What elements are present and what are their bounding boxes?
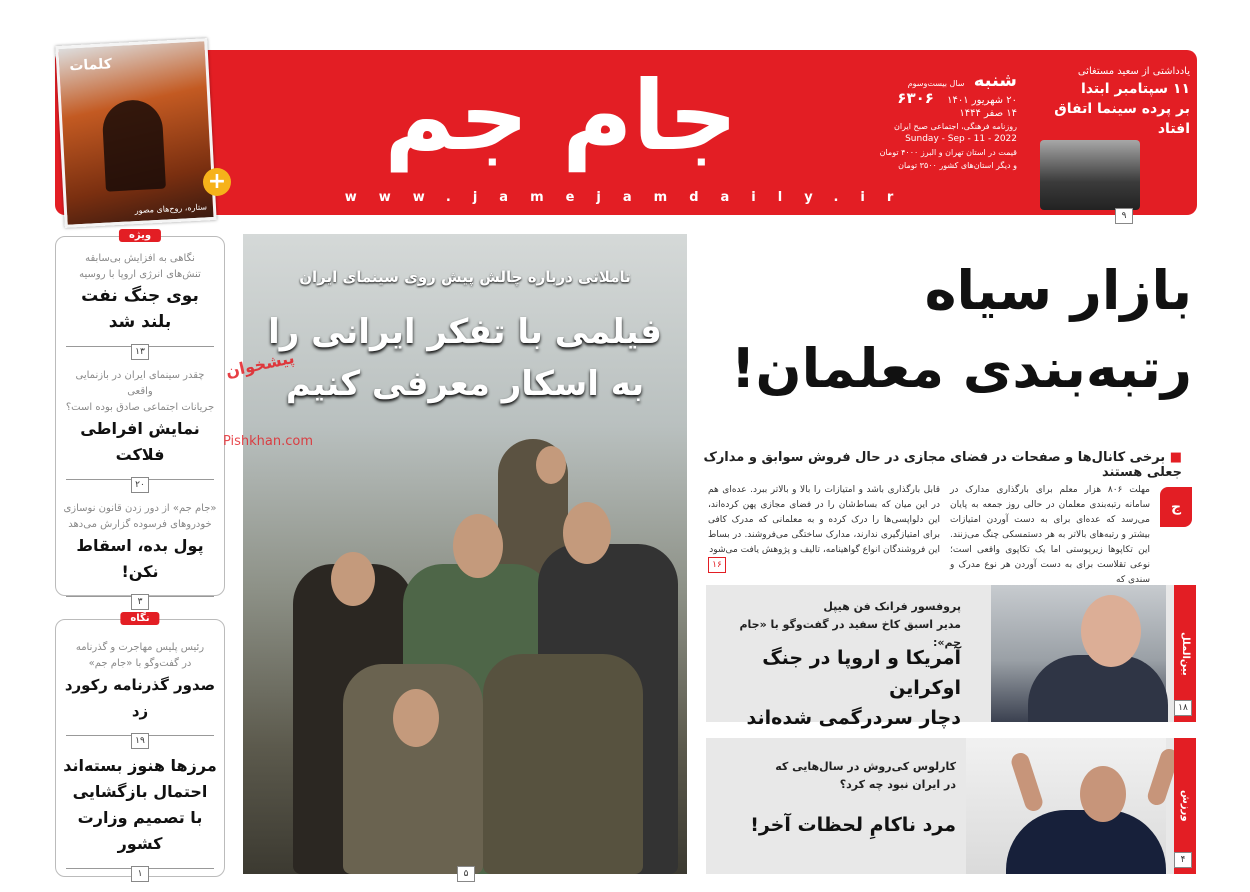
issue-info bbox=[867, 70, 1017, 185]
top-teaser-kicker: یادداشتی از سعید مستغاثی bbox=[1077, 66, 1190, 77]
feature-sport[interactable] bbox=[706, 738, 1196, 874]
center-story-kicker: تاملاتی درباره چالش پیش روی سینمای ایران bbox=[299, 268, 631, 286]
feature-kicker-2: در ایران نبود چه کرد؟ bbox=[839, 778, 956, 791]
page-ref[interactable]: ۱۹ bbox=[131, 733, 149, 749]
watermark-url: Pishkhan.com bbox=[222, 434, 314, 449]
person-face bbox=[453, 514, 503, 578]
side-item-kicker: چقدر سینمای ایران در بازنمایی واقعی bbox=[75, 370, 205, 397]
feature-international-page[interactable]: ۱۸ bbox=[1174, 700, 1192, 716]
center-story-headline-1: فیلمی با تفکر ایرانی را bbox=[268, 312, 662, 352]
side-item-kicker: تنش‌های انرژی اروپا با روسیه bbox=[79, 269, 201, 280]
side-item-kicker: خودروهای فرسوده گزارش می‌دهد bbox=[68, 519, 212, 530]
magazine-title: کلمات bbox=[69, 56, 113, 75]
paper-description: روزنامه فرهنگی، اجتماعی صبح ایران bbox=[894, 122, 1017, 131]
side-item-headline: صدور گذرنامه رکورد زد bbox=[64, 676, 216, 720]
main-body-left: قابل بارگذاری باشد و امتیازات را بالا و بالاتر ببرد. عده‌ای هم در این میان که بساط‌شان را در فضای مجازی پهن کرده‌اند، این دلواپسی‌ها را درک کرده و به معلمانی که مدرک کافی برای امتیازگیری ندارند، مدارک ساختگی می‌فروشند. در بساط این فروشندگان انواع گواهینامه، تالیف و پژوهش یافت می‌شود bbox=[708, 485, 940, 555]
watermark-logo: پیشخوان bbox=[224, 347, 296, 382]
horse-rider-silhouette bbox=[101, 99, 166, 192]
main-subheadline bbox=[700, 450, 1182, 480]
person-face bbox=[331, 552, 375, 606]
bullet-icon: ■ bbox=[1169, 450, 1182, 465]
side-item-headline: بوی جنگ نفت bbox=[81, 286, 199, 306]
side-item-headline: پول بده، اسقاط نکن! bbox=[76, 536, 204, 581]
date-persian: ۲۰ شهریور ۱۴۰۱ bbox=[947, 95, 1017, 106]
top-teaser-headline-1: ۱۱ سپتامبر ابتدا bbox=[1080, 81, 1190, 97]
page-ref[interactable]: ۳ bbox=[131, 594, 149, 610]
feature-kicker-1: کارلوس کی‌روش در سال‌هایی که bbox=[775, 760, 956, 773]
feature-sport-headline: مرد ناکامِ لحظات آخر! bbox=[750, 814, 956, 836]
feature-kicker-1: پروفسور فرانک فن هیپل bbox=[823, 600, 961, 613]
main-headline[interactable] bbox=[700, 252, 1192, 408]
jamejam-mark-icon: ج bbox=[1160, 487, 1192, 527]
person-face bbox=[393, 689, 439, 747]
side-item[interactable] bbox=[62, 251, 218, 360]
page-ref[interactable]: ۱ bbox=[131, 866, 149, 882]
section-tab-international: بین‌الملل bbox=[1174, 585, 1196, 722]
side-tag-view: نگاه bbox=[120, 612, 159, 625]
side-box-special bbox=[55, 230, 225, 607]
side-item-headline: نمایش افراطی فلاکت bbox=[80, 419, 200, 464]
side-item-kicker: جریانات اجتماعی صادق بوده است؟ bbox=[65, 402, 215, 413]
center-story-photo[interactable] bbox=[243, 234, 687, 874]
main-story-page[interactable]: ۱۶ bbox=[708, 557, 726, 573]
person-figure bbox=[483, 654, 643, 874]
side-box-view bbox=[55, 613, 225, 879]
main-body-right: مهلت ۸۰۶ هزار معلم برای بارگذاری مدارک در سامانه رتبه‌بندی معلمان در حالی روز جمعه به پایان می‌رسد که عده‌ای برای به دست آوردن امتیازات بیشتر و رتبه‌های بالاتر به هر دستمسکی چنگ می‌زنند. این تکاپوها زیرپوستی اما یک تکاپوی واقعی است؛ نوعی تقلاست برای به دست آوردن هر نوع مدرک و سندی که bbox=[950, 485, 1150, 585]
magazine-caption: ستاره، روح‌های مصور bbox=[134, 202, 208, 216]
person-face bbox=[536, 446, 566, 484]
center-story-page[interactable]: ۵ bbox=[457, 866, 475, 882]
feature-kicker-2: مدیر اسبق کاخ سفید در گفت‌وگو با «جام جم»: bbox=[739, 618, 961, 649]
side-item[interactable] bbox=[62, 368, 218, 493]
price-line-2: و دیگر استان‌های کشور ۳۵۰۰ تومان bbox=[898, 161, 1017, 170]
page-ref[interactable]: ۲۰ bbox=[131, 477, 149, 493]
top-teaser-page[interactable]: ۹ bbox=[1115, 208, 1133, 224]
section-tab-sport: ورزش bbox=[1174, 738, 1196, 874]
date-hijri: ۱۴ صفر ۱۴۴۴ bbox=[959, 108, 1017, 119]
side-item-kicker: رئیس پلیس مهاجرت و گذرنامه bbox=[75, 642, 205, 653]
feature-international-headline bbox=[721, 643, 961, 733]
date-gregorian: Sunday - Sep - 11 - 2022 bbox=[905, 134, 1017, 144]
side-item[interactable] bbox=[62, 640, 218, 749]
feature-sport-page[interactable]: ۴ bbox=[1174, 852, 1192, 868]
coach-face bbox=[1080, 766, 1126, 822]
year-label: سال بیست‌وسوم bbox=[907, 79, 965, 88]
side-item-headline: با تصمیم وزارت کشور bbox=[77, 808, 203, 853]
feature-international[interactable] bbox=[706, 585, 1196, 729]
side-tag-special: ویژه bbox=[119, 229, 161, 242]
side-item-headline: احتمال بازگشایی bbox=[72, 782, 208, 801]
side-item[interactable] bbox=[62, 501, 218, 610]
main-headline-2: رتبه‌بندی معلمان! bbox=[730, 337, 1192, 400]
website-url[interactable]: www.jamejamdaily.ir bbox=[344, 190, 916, 205]
twin-towers-photo bbox=[1040, 140, 1140, 210]
top-teaser-headline-2: بر پرده سینما اتفاق افتاد bbox=[1054, 101, 1190, 137]
newspaper-logo[interactable]: جام جم bbox=[384, 60, 738, 172]
professor-body bbox=[1028, 655, 1168, 722]
issue-day: شنبه bbox=[973, 70, 1017, 91]
main-headline-1: بازار سیاه bbox=[924, 259, 1192, 322]
side-item[interactable] bbox=[62, 753, 218, 882]
person-face bbox=[563, 502, 611, 564]
page-ref[interactable]: ۱۳ bbox=[131, 344, 149, 360]
feature-headline-2: دچار سردرگمی شده‌اند bbox=[746, 707, 961, 729]
feature-headline-1: آمریکا و اروپا در جنگ اوکراین bbox=[762, 647, 961, 699]
side-item-kicker: نگاهی به افزایش بی‌سابقه bbox=[85, 253, 195, 264]
price-line-1: قیمت در استان تهران و البرز ۴۰۰۰ تومان bbox=[879, 148, 1017, 157]
magazine-cover[interactable] bbox=[55, 38, 216, 228]
feature-sport-kicker bbox=[726, 758, 956, 794]
issue-number: ۶۳۰۶ bbox=[897, 89, 934, 107]
main-subheadline-text: برخی کانال‌ها و صفحات در فضای مجازی در حال فروش سوابق و مدارک جعلی هستند bbox=[703, 450, 1182, 480]
side-item-kicker: در گفت‌وگو با «جام جم» bbox=[88, 658, 192, 669]
plus-icon[interactable]: + bbox=[203, 168, 231, 196]
center-story-headline-2: به اسکار معرفی کنیم bbox=[285, 364, 645, 404]
professor-face bbox=[1081, 595, 1141, 667]
side-item-headline: مرزها هنوز بسته‌اند bbox=[63, 756, 217, 775]
side-item-kicker: «جام جم» از دور زدن قانون نوسازی bbox=[63, 503, 217, 514]
side-item-headline: بلند شد bbox=[108, 312, 172, 332]
